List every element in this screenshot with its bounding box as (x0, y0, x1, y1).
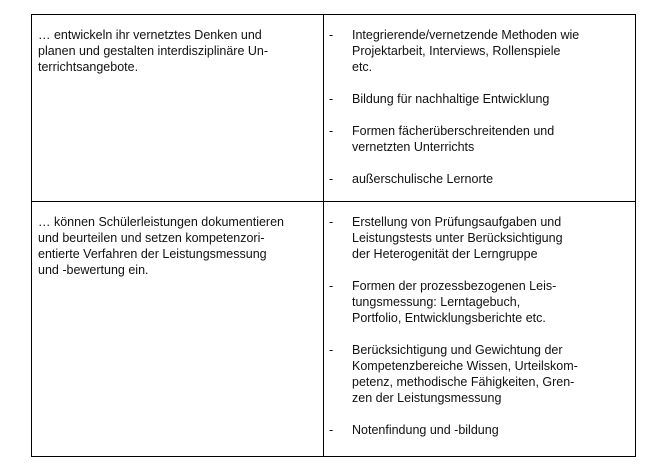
list-item (329, 278, 615, 326)
competency-cell (32, 15, 324, 201)
table-row (32, 15, 636, 202)
methods-list (329, 214, 615, 438)
list-item (329, 342, 615, 406)
list-item (329, 27, 615, 75)
bullet-dash: - (329, 124, 334, 138)
competency-cell (32, 202, 324, 456)
methods-list (329, 27, 615, 187)
list-item-text: Berücksichtigung und Gewichtung der Kompetenzbereiche Wissen, Urteilskom- petenz, methodische Fähigkeiten, Gren- zen der Leistungsmessung (352, 343, 578, 405)
list-item (329, 214, 615, 262)
competency-text: … können Schülerleistungen dokumentieren und beurteilen und setzen kompetenzori- entierte Verfahren der Leistungsmessung und -bewertung ein. (38, 215, 284, 277)
competency-table (31, 14, 636, 457)
bullet-dash: - (329, 92, 334, 106)
table-row (32, 202, 636, 457)
bullet-dash: - (329, 279, 334, 293)
methods-cell (324, 15, 636, 201)
list-item (329, 171, 615, 187)
list-item-text: Formen fächerüberschreitenden und vernetzten Unterrichts (352, 124, 555, 154)
bullet-dash: - (329, 343, 334, 357)
list-item-text: Bildung für nachhaltige Entwicklung (352, 92, 550, 106)
list-item-text: Notenfindung und -bildung (352, 423, 499, 437)
list-item-text: Integrierende/vernetzende Methoden wie Projektarbeit, Interviews, Rollenspiele etc. (352, 28, 580, 74)
bullet-dash: - (329, 172, 334, 186)
list-item-text: Erstellung von Prüfungsaufgaben und Leistungstests unter Berücksichtigung der Heterogenität der Lerngruppe (352, 215, 563, 261)
bullet-dash: - (329, 28, 334, 42)
methods-cell (324, 202, 636, 456)
list-item-text: Formen der prozessbezogenen Leis- tungsmessung: Lerntagebuch, Portfolio, Entwicklungsberichte etc. (352, 279, 557, 325)
list-item-text: außerschulische Lernorte (352, 172, 494, 186)
list-item (329, 422, 615, 438)
competency-text: … entwickeln ihr vernetztes Denken und planen und gestalten interdisziplinäre Un- terrichtsangebote. (38, 28, 269, 74)
list-item (329, 91, 615, 107)
bullet-dash: - (329, 423, 334, 437)
list-item (329, 123, 615, 155)
bullet-dash: - (329, 215, 334, 229)
